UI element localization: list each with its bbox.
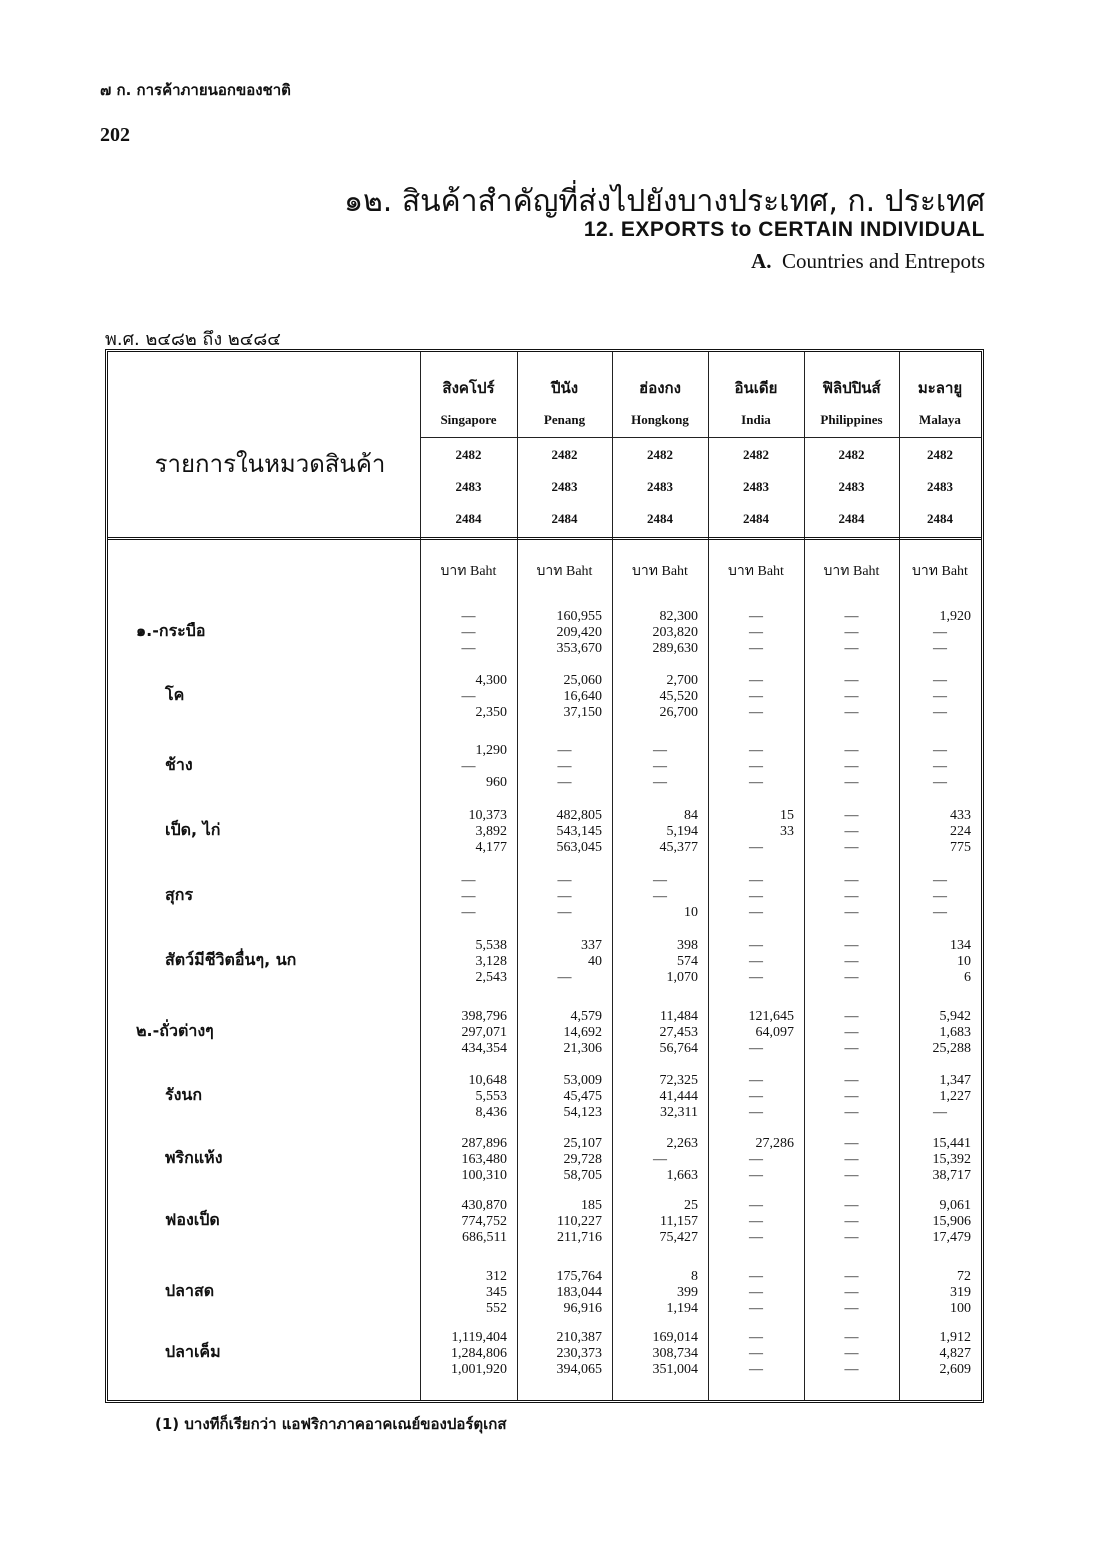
table-cell-value: 2,350 xyxy=(475,705,507,720)
table-cell-value: 10,373 xyxy=(468,808,507,823)
table-cell-value: — xyxy=(653,1152,667,1167)
table-cell-value: 14,692 xyxy=(563,1025,602,1040)
row-label: รังนก xyxy=(165,1085,203,1104)
table-cell-value: 6 xyxy=(964,970,971,985)
table-cell-value: — xyxy=(557,775,572,790)
table-cell-value: 960 xyxy=(486,775,507,790)
column-header-english: Penang xyxy=(543,412,586,427)
table-cell-value: 75,427 xyxy=(659,1230,698,1245)
table-cell-value: 27,453 xyxy=(659,1025,698,1040)
table-cell-value: — xyxy=(749,759,763,774)
table-cell-value: — xyxy=(844,1285,859,1300)
unit-label: บาท Baht xyxy=(536,564,593,579)
year-label: 2483 xyxy=(927,479,953,494)
table-cell-value: — xyxy=(844,1073,859,1088)
table-cell-value: 563,045 xyxy=(556,840,602,855)
table-cell-value: 4,579 xyxy=(570,1009,602,1024)
table-cell-value: 4,827 xyxy=(939,1346,971,1361)
table-cell-value: — xyxy=(749,673,763,688)
table-cell-value: 45,475 xyxy=(563,1089,602,1104)
table-cell-value: 58,705 xyxy=(563,1168,602,1183)
table-cell-value: 8 xyxy=(691,1269,698,1284)
table-cell-value: 15,392 xyxy=(932,1152,971,1167)
table-cell-value: — xyxy=(844,938,859,953)
table-cell-value: 203,820 xyxy=(652,625,698,640)
table-cell-value: — xyxy=(844,609,859,624)
table-cell-value: 1,070 xyxy=(666,970,698,985)
table-cell-value: — xyxy=(933,689,947,704)
country-rule xyxy=(420,437,981,438)
year-label: 2482 xyxy=(927,447,953,462)
table-cell-value: 110,227 xyxy=(557,1214,602,1229)
table-cell-value: 16,640 xyxy=(563,689,602,704)
table-cell-value: — xyxy=(844,808,859,823)
table-cell-value: — xyxy=(461,641,476,656)
table-cell-value: — xyxy=(844,641,859,656)
table-cell-value: 1,227 xyxy=(939,1089,971,1104)
table-cell-value: — xyxy=(844,1230,859,1245)
table-cell-value: 1,920 xyxy=(939,609,971,624)
table-cell-value: 398,796 xyxy=(461,1009,507,1024)
footnote: (1) บางทีก็เรียกว่า แอฟริกาภาคอาคเณย์ของปอร์ตุเกส xyxy=(155,1415,507,1433)
table-cell-value: — xyxy=(933,873,947,888)
table-cell-value: 308,734 xyxy=(652,1346,698,1361)
table-cell-value: — xyxy=(844,1105,859,1120)
unit-label: บาท Baht xyxy=(912,564,968,579)
row-label: สุกร xyxy=(165,885,194,904)
column-header-english: Singapore xyxy=(440,412,497,427)
table-cell-value: 169,014 xyxy=(652,1330,698,1345)
table-cell-value: 230,373 xyxy=(556,1346,602,1361)
table-cell-value: 2,263 xyxy=(666,1136,698,1151)
table-cell-value: — xyxy=(844,1214,859,1229)
table-cell-value: — xyxy=(844,1269,859,1284)
table-cell-value: — xyxy=(749,1198,763,1213)
table-cell-value: — xyxy=(749,1301,763,1316)
table-cell-value: — xyxy=(461,873,476,888)
year-label: 2482 xyxy=(743,447,769,462)
column-header-thai: ฟิลิปปินส์ xyxy=(822,379,881,397)
table-cell-value: 121,645 xyxy=(748,1009,794,1024)
table-cell-value: — xyxy=(461,905,476,920)
table-cell-value: 32,311 xyxy=(660,1105,698,1120)
row-label: โค xyxy=(165,685,185,704)
table-cell-value: 552 xyxy=(486,1301,507,1316)
table-cell-value: — xyxy=(933,775,947,790)
table-cell-value: — xyxy=(844,625,859,640)
table-cell-value: — xyxy=(844,1346,859,1361)
table-cell-value: — xyxy=(844,1041,859,1056)
page-number: 202 xyxy=(100,124,130,146)
table-cell-value: 774,752 xyxy=(461,1214,507,1229)
column-header-thai: อินเดีย xyxy=(734,379,778,397)
table-cell-value: — xyxy=(844,970,859,985)
table-cell-value: 1,290 xyxy=(475,743,507,758)
row-label: ปลาเค็ม xyxy=(165,1342,221,1361)
table-cell-value: 26,700 xyxy=(659,705,698,720)
table-cell-value: 1,683 xyxy=(939,1025,971,1040)
unit-label: บาท Baht xyxy=(440,564,497,579)
table-cell-value: — xyxy=(749,1168,763,1183)
column-header-english: Philippines xyxy=(820,412,883,427)
table-cell-value: 686,511 xyxy=(462,1230,507,1245)
table-cell-value: — xyxy=(933,1105,947,1120)
table-cell-value: 29,728 xyxy=(563,1152,602,1167)
table-cell-value: — xyxy=(844,1025,859,1040)
table-cell-value: 1,912 xyxy=(939,1330,971,1345)
table-cell-value: — xyxy=(557,970,572,985)
table-cell-value: — xyxy=(749,1285,763,1300)
unit-label: บาท Baht xyxy=(823,564,880,579)
table-cell-value: 27,286 xyxy=(755,1136,794,1151)
table-cell-value: 1,119,404 xyxy=(451,1330,507,1345)
year-label: 2482 xyxy=(647,447,673,462)
row-label: สัตว์มีชีวิตอื่นๆ, นก xyxy=(165,950,297,969)
table-cell-value: — xyxy=(461,759,476,774)
column-header-thai: ปีนัง xyxy=(550,379,579,397)
table-cell-value: 82,300 xyxy=(659,609,698,624)
year-label: 2482 xyxy=(838,447,865,462)
table-cell-value: 10,648 xyxy=(468,1073,507,1088)
table-cell-value: — xyxy=(461,889,476,904)
table-cell-value: — xyxy=(461,609,476,624)
table-cell-value: 345 xyxy=(486,1285,507,1300)
year-label: 2484 xyxy=(927,511,953,526)
table-cell-value: 15,441 xyxy=(932,1136,971,1151)
table-cell-value: — xyxy=(844,673,859,688)
table-cell-value: 289,630 xyxy=(652,641,698,656)
title-english: 12. EXPORTS to CERTAIN INDIVIDUAL xyxy=(583,218,985,241)
table-cell-value: — xyxy=(844,840,859,855)
table-cell-value: — xyxy=(844,1089,859,1104)
row-label: ๒.-ถั่วต่างๆ xyxy=(136,1021,214,1040)
table-cell-value: — xyxy=(749,1073,763,1088)
table-cell-value: — xyxy=(653,889,667,904)
table-cell-value: — xyxy=(933,759,947,774)
table-cell-value: 3,128 xyxy=(475,954,507,969)
table-cell-value: 175,764 xyxy=(556,1269,602,1284)
table-cell-value: 482,805 xyxy=(556,808,602,823)
table-cell-value: — xyxy=(844,1009,859,1024)
table-cell-value: — xyxy=(557,743,572,758)
table-cell-value: 1,001,920 xyxy=(451,1362,507,1377)
table-cell-value: 56,764 xyxy=(659,1041,698,1056)
table-cell-value: 41,444 xyxy=(659,1089,698,1104)
table-cell-value: 1,347 xyxy=(939,1073,971,1088)
table-cell-value: — xyxy=(844,1168,859,1183)
subtitle-letter: A. xyxy=(751,249,772,273)
table-cell-value: — xyxy=(749,689,763,704)
table-cell-value: — xyxy=(749,1105,763,1120)
year-label: 2483 xyxy=(838,479,865,494)
table-cell-value: 224 xyxy=(950,824,971,839)
row-label: ๑.-กระบือ xyxy=(136,621,206,640)
table-cell-value: — xyxy=(933,673,947,688)
title-thai: ๑๒. สินค้าสำคัญที่ส่งไปยังบางประเทศ, ก. ประเทศ xyxy=(343,184,985,219)
year-label: 2483 xyxy=(551,479,578,494)
table-cell-value: — xyxy=(933,625,947,640)
table-cell-value: — xyxy=(749,775,763,790)
table-cell-value: 25 xyxy=(684,1198,698,1213)
table-cell-value: 10 xyxy=(957,954,971,969)
table-cell-value: 2,700 xyxy=(666,673,698,688)
table-cell-value: — xyxy=(749,1230,763,1245)
table-cell-value: — xyxy=(749,625,763,640)
table-cell-value: 9,061 xyxy=(939,1198,971,1213)
column-header-thai: สิงคโปร์ xyxy=(442,379,495,397)
table-cell-value: — xyxy=(844,905,859,920)
table-cell-value: — xyxy=(653,743,667,758)
table-cell-value: 33 xyxy=(780,824,794,839)
table-cell-value: — xyxy=(749,905,763,920)
table-cell-value: 25,288 xyxy=(932,1041,971,1056)
row-header-label: รายการในหมวดสินค้า xyxy=(154,450,386,478)
table-cell-value: — xyxy=(749,609,763,624)
table-cell-value: — xyxy=(749,1346,763,1361)
column-header-english: Malaya xyxy=(919,412,961,427)
table-cell-value: — xyxy=(844,689,859,704)
table-cell-value: — xyxy=(844,743,859,758)
table-cell-value: 11,157 xyxy=(660,1214,698,1229)
table-cell-value: 399 xyxy=(677,1285,698,1300)
table-cell-value: — xyxy=(844,1152,859,1167)
table-cell-value: 297,071 xyxy=(461,1025,507,1040)
table-cell-value: — xyxy=(844,954,859,969)
table-cell-value: — xyxy=(844,1136,859,1151)
table-cell-value: — xyxy=(844,705,859,720)
table-cell-value: — xyxy=(749,1152,763,1167)
subtitle-english xyxy=(751,249,985,274)
table-cell-value: — xyxy=(749,970,763,985)
table-cell-value: 775 xyxy=(950,840,971,855)
year-label: 2483 xyxy=(743,479,769,494)
table-cell-value: 312 xyxy=(486,1269,507,1284)
table-cell-value: — xyxy=(653,775,667,790)
table-cell-value: 4,177 xyxy=(475,840,507,855)
table-cell-value: 45,377 xyxy=(659,840,698,855)
table-cell-value: — xyxy=(844,759,859,774)
year-label: 2484 xyxy=(647,511,673,526)
table-cell-value: — xyxy=(653,873,667,888)
table-cell-value: 53,009 xyxy=(563,1073,602,1088)
table-cell-value: 337 xyxy=(581,938,602,953)
table-cell-value: 84 xyxy=(684,808,698,823)
table-cell-value: — xyxy=(557,905,572,920)
year-label: 2484 xyxy=(551,511,578,526)
table-cell-value: — xyxy=(749,1214,763,1229)
table-cell-value: 25,107 xyxy=(563,1136,602,1151)
table-cell-value: 433 xyxy=(950,808,971,823)
subtitle-text: Countries and Entrepots xyxy=(782,249,985,273)
table-cell-value: 38,717 xyxy=(932,1168,971,1183)
table-cell-value: — xyxy=(557,889,572,904)
year-range: พ.ศ. ๒๔๘๒ ถึง ๒๔๘๔ xyxy=(105,329,281,350)
section-label: ๗ ก. การค้าภายนอกของชาติ xyxy=(100,81,291,99)
table-cell-value: 1,194 xyxy=(666,1301,698,1316)
table-cell-value: 4,300 xyxy=(475,673,507,688)
table-cell-value: 15 xyxy=(780,808,794,823)
table-cell-value: 37,150 xyxy=(563,705,602,720)
table-cell-value: 185 xyxy=(581,1198,602,1213)
table-cell-value: 2,543 xyxy=(475,970,507,985)
table-cell-value: — xyxy=(933,905,947,920)
table-cell-value: 319 xyxy=(950,1285,971,1300)
table-cell-value: 183,044 xyxy=(556,1285,602,1300)
table-cell-value: 163,480 xyxy=(461,1152,507,1167)
table-cell-value: 2,609 xyxy=(939,1362,971,1377)
table-cell-value: 543,145 xyxy=(556,824,602,839)
table-cell-value: — xyxy=(749,743,763,758)
table-cell-value: — xyxy=(749,1041,763,1056)
row-label: เป็ด, ไก่ xyxy=(165,820,221,839)
table-cell-value: 25,060 xyxy=(563,673,602,688)
table-cell-value: — xyxy=(933,889,947,904)
year-label: 2483 xyxy=(455,479,482,494)
table-cell-value: 40 xyxy=(588,954,602,969)
table-cell-value: 5,538 xyxy=(475,938,507,953)
table-cell-value: 45,520 xyxy=(659,689,698,704)
table-cell-value: — xyxy=(749,705,763,720)
column-header-thai: มะลายู xyxy=(917,379,963,397)
table-cell-value: 100,310 xyxy=(461,1168,507,1183)
table-cell-value: — xyxy=(749,1269,763,1284)
table-cell-value: — xyxy=(844,824,859,839)
table-cell-value: — xyxy=(844,1330,859,1345)
table-cell-value: 209,420 xyxy=(556,625,602,640)
table-cell-value: 5,942 xyxy=(939,1009,971,1024)
table-cell-value: — xyxy=(749,954,763,969)
table-cell-value: 72,325 xyxy=(659,1073,698,1088)
table-cell-value: 8,436 xyxy=(475,1105,507,1120)
column-header-english: India xyxy=(741,412,771,427)
table-cell-value: — xyxy=(749,641,763,656)
table-cell-value: 72 xyxy=(957,1269,971,1284)
table-cell-value: 434,354 xyxy=(461,1041,507,1056)
table-cell-value: 210,387 xyxy=(556,1330,602,1345)
table-cell-value: 351,004 xyxy=(652,1362,698,1377)
year-label: 2482 xyxy=(551,447,578,462)
table-cell-value: — xyxy=(933,705,947,720)
table-cell-value: 5,553 xyxy=(475,1089,507,1104)
table-cell-value: 287,896 xyxy=(461,1136,507,1151)
row-label: ฟองเป็ด xyxy=(165,1210,220,1229)
table-cell-value: — xyxy=(933,743,947,758)
table-cell-value: 21,306 xyxy=(563,1041,602,1056)
table-cell-value: — xyxy=(749,938,763,953)
column-header-thai: ฮ่องกง xyxy=(639,379,681,397)
table-cell-value: — xyxy=(749,873,763,888)
table-cell-value: — xyxy=(844,889,859,904)
table-cell-value: 11,484 xyxy=(660,1009,698,1024)
table-cell-value: — xyxy=(844,775,859,790)
table-cell-value: — xyxy=(557,873,572,888)
table-cell-value: 430,870 xyxy=(461,1198,507,1213)
table-cell-value: 160,955 xyxy=(556,609,602,624)
table-cell-value: — xyxy=(844,1301,859,1316)
table-cell-value: 54,123 xyxy=(563,1105,602,1120)
table-cell-value: — xyxy=(653,759,667,774)
row-label: พริกแห้ง xyxy=(165,1148,223,1167)
table-cell-value: 15,906 xyxy=(932,1214,971,1229)
table-cell-value: 3,892 xyxy=(475,824,507,839)
table-cell-value: 5,194 xyxy=(666,824,698,839)
table-cell-value: 134 xyxy=(950,938,971,953)
table-cell-value: — xyxy=(749,1330,763,1345)
year-label: 2484 xyxy=(455,511,482,526)
table-cell-value: 100 xyxy=(950,1301,971,1316)
year-label: 2482 xyxy=(455,447,482,462)
table-cell-value: — xyxy=(844,873,859,888)
row-label: ช้าง xyxy=(165,755,193,774)
table-cell-value: 398 xyxy=(677,938,698,953)
table-cell-value: 10 xyxy=(684,905,698,920)
table-cell-value: — xyxy=(844,1362,859,1377)
table-cell-value: — xyxy=(844,1198,859,1213)
table-cell-value: — xyxy=(749,1089,763,1104)
year-label: 2484 xyxy=(743,511,769,526)
year-label: 2484 xyxy=(838,511,865,526)
unit-label: บาท Baht xyxy=(728,564,784,579)
table-cell-value: — xyxy=(461,625,476,640)
header-rule xyxy=(108,537,981,540)
table-cell-value: — xyxy=(749,889,763,904)
table-cell-value: — xyxy=(933,641,947,656)
table-cell-value: 211,716 xyxy=(557,1230,602,1245)
year-label: 2483 xyxy=(647,479,673,494)
table-cell-value: 17,479 xyxy=(932,1230,971,1245)
table-cell-value: 394,065 xyxy=(556,1362,602,1377)
table-cell-value: — xyxy=(749,840,763,855)
row-label: ปลาสด xyxy=(165,1281,215,1300)
table-cell-value: — xyxy=(749,1362,763,1377)
unit-label: บาท Baht xyxy=(632,564,688,579)
column-header-english: Hongkong xyxy=(631,412,689,427)
table-cell-value: 353,670 xyxy=(556,641,602,656)
table-cell-value: 96,916 xyxy=(563,1301,602,1316)
table-cell-value: — xyxy=(461,689,476,704)
table-cell-value: 1,663 xyxy=(666,1168,698,1183)
table-cell-value: — xyxy=(557,759,572,774)
table-cell-value: 64,097 xyxy=(755,1025,794,1040)
table-cell-value: 574 xyxy=(677,954,698,969)
table-cell-value: 1,284,806 xyxy=(451,1346,507,1361)
